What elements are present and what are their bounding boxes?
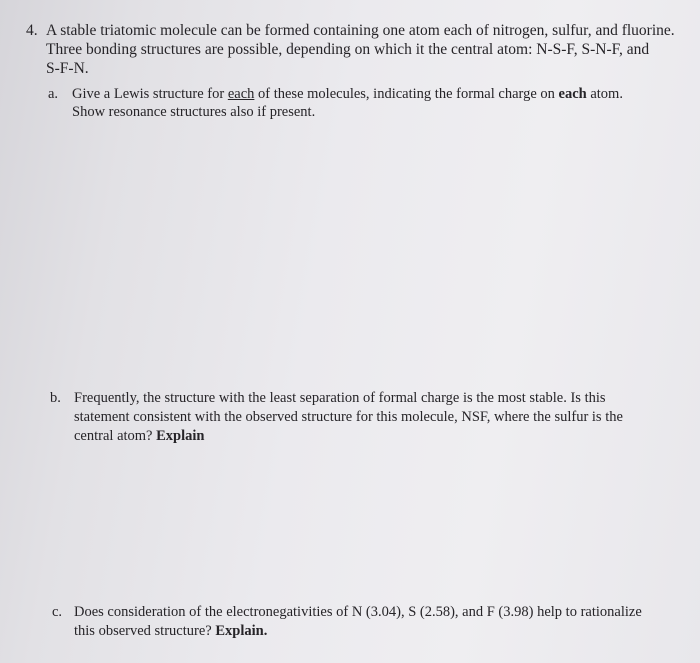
part-b-line-2: statement consistent with the observed structure for this molecule, NSF, where the sulfur is the xyxy=(74,409,623,425)
part-b-text-start: central atom? xyxy=(74,428,157,444)
part-b-line-3 xyxy=(74,428,204,445)
question-intro-line-1: A stable triatomic molecule can be formed containing one atom each of nitrogen, sulfur, and fluorine. xyxy=(46,22,675,39)
part-a-text-end: atom. xyxy=(586,86,623,102)
part-a-label: a. xyxy=(48,86,59,102)
part-c-line-2 xyxy=(74,623,267,640)
part-c-line-1: Does consideration of the electronegativities of N (3.04), S (2.58), and F (3.98) help to rationalize xyxy=(74,604,642,620)
question-intro-line-2: Three bonding structures are possible, depending on which it the central atom: N-S-F, S-N-F, and xyxy=(46,41,650,58)
question-intro-line-3: S-F-N. xyxy=(46,60,89,77)
part-a-line-1 xyxy=(72,86,623,103)
part-c-label: c. xyxy=(52,604,63,620)
part-b-line-1: Frequently, the structure with the least separation of formal charge is the most stable. Is this xyxy=(74,390,606,406)
part-a-text-start: Give a Lewis structure for xyxy=(72,86,228,102)
part-a-line-2: Show resonance structures also if present. xyxy=(72,104,316,120)
part-c-text-start: this observed structure? xyxy=(74,623,216,639)
part-a-bold-each: each xyxy=(558,86,587,102)
question-number: 4. xyxy=(26,22,38,39)
part-c-bold-explain: Explain. xyxy=(215,623,268,639)
part-b-bold-explain: Explain xyxy=(156,428,205,444)
part-a-underlined-each: each xyxy=(227,86,255,102)
part-b-label: b. xyxy=(50,390,61,406)
part-a-text-mid: of these molecules, indicating the formal charge on xyxy=(254,86,559,102)
